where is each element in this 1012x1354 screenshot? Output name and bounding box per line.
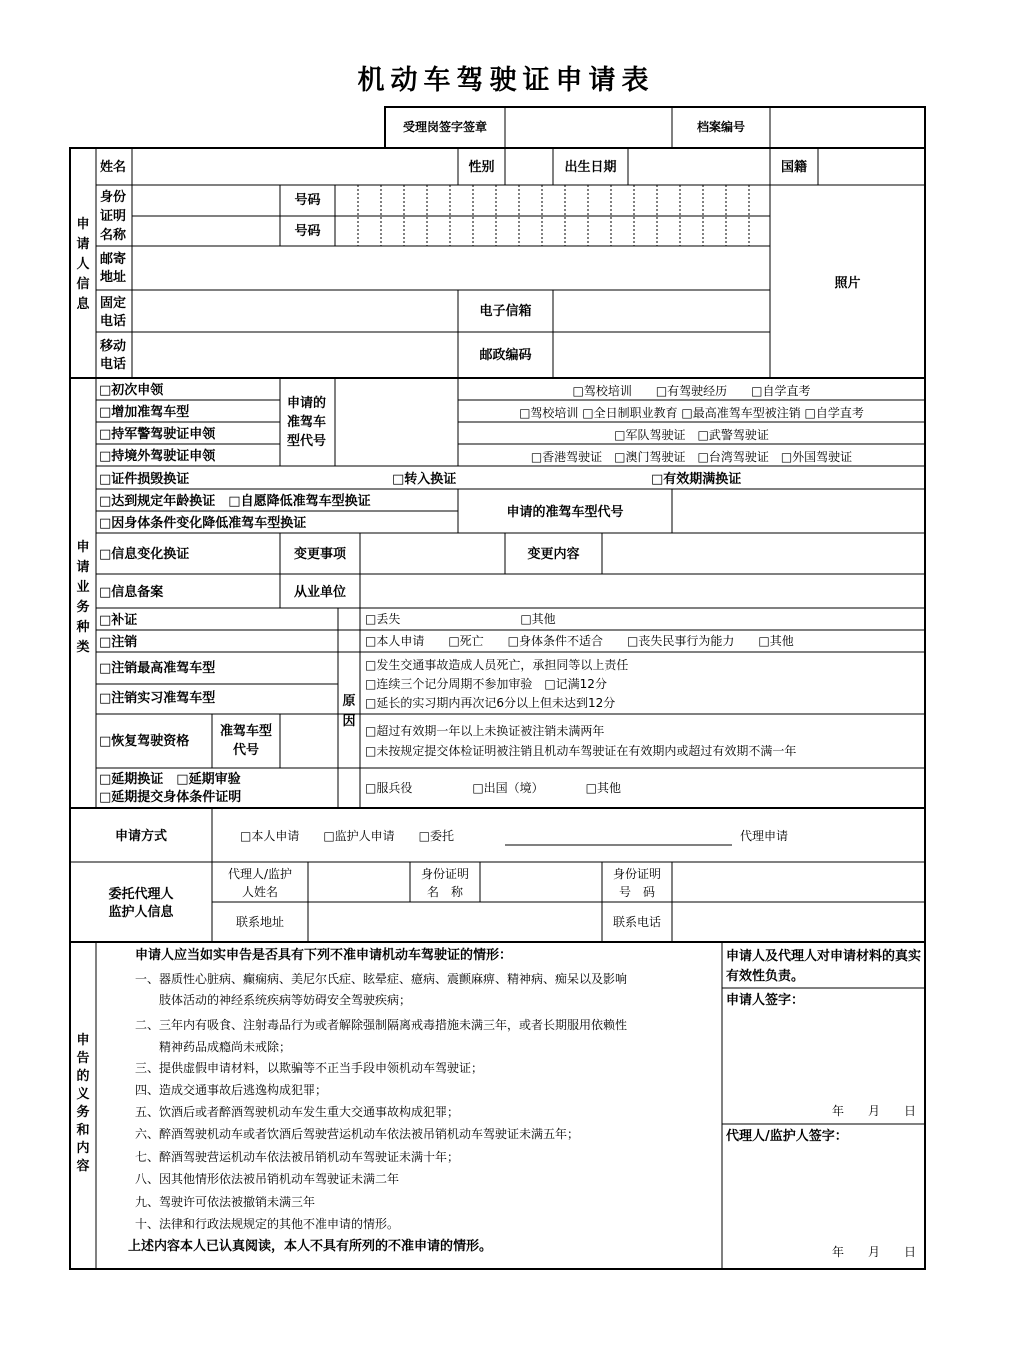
section-applicant-info: 申请人信息 <box>76 217 90 312</box>
agent-id-name-label-1: 身份证明 <box>420 867 469 881</box>
id-number-label-2: 号码 <box>294 224 321 239</box>
dob-label: 出生日期 <box>564 160 617 175</box>
agent-info-label-2: 监护人信息 <box>108 905 174 920</box>
applicant-signature-label[interactable]: 申请人签字： <box>726 993 805 1008</box>
restore-code-label-2: 代号 <box>232 743 259 758</box>
agent-phone-label: 联系电话 <box>612 915 661 929</box>
reason-label: 原因 <box>342 694 356 729</box>
foreign-options[interactable]: □香港驾驶证 □澳门驾驶证 □台湾驾驶证 □外国驾驶证 <box>530 450 853 464</box>
declaration-item-6: 六、醉酒驾驶机动车或者饮酒后驾驶营运机动车依法被吊销机动车驾驶证未满五年； <box>135 1127 580 1141</box>
vehicle-code-label-3: 型代号 <box>287 434 327 449</box>
reason-restore-1[interactable]: □超过有效期一年以上未换证被注销未满两年 <box>365 724 605 738</box>
agent-info-label-1: 委托代理人 <box>108 887 174 902</box>
opt-transfer-replace[interactable]: □转入换证 <box>392 472 457 487</box>
declaration-item-8: 八、因其他情形依法被吊销机动车驾驶证未满二年 <box>135 1172 400 1186</box>
opt-extension-2[interactable]: □延期提交身体条件证明 <box>99 790 242 805</box>
vehicle-code-label-1: 申请的 <box>287 396 327 411</box>
opt-health-replace[interactable]: □因身体条件变化降低准驾车型换证 <box>99 516 307 531</box>
training-options-2[interactable]: □驾校培训 □全日制职业教育 □最高准驾车型被注销 □自学直考 <box>519 406 864 420</box>
address-label-2: 地址 <box>100 270 127 285</box>
declaration-item-3: 三、提供虚假申请材料，以欺骗等不正当手段申领机动车驾驶证； <box>135 1061 484 1075</box>
id-type-label-1: 身份 <box>100 190 127 205</box>
opt-expiry-replace[interactable]: □有效期满换证 <box>651 472 742 487</box>
opt-cancel[interactable]: □注销 <box>99 635 138 650</box>
agent-name-label-2: 人姓名 <box>241 885 278 899</box>
opt-cancel-intern[interactable]: □注销实习准驾车型 <box>99 691 216 706</box>
method-options[interactable]: □本人申请 □监护人申请 □委托 <box>240 829 455 843</box>
opt-reissue[interactable]: □补证 <box>99 613 138 628</box>
agent-sign-date: 年 月 日 <box>832 1245 917 1259</box>
form-title: 机动车驾驶证申请表 <box>357 65 655 96</box>
section-business-type: 申请业务种类 <box>76 540 90 655</box>
email-label: 电子信箱 <box>479 304 532 319</box>
photo-area: 照片 <box>834 276 861 291</box>
reason-cancel-intern[interactable]: □延长的实习期内再次记6分以上但未达到12分 <box>365 696 616 710</box>
declaration-item-5: 五、饮酒后或者醉酒驾驶机动车发生重大交通事故构成犯罪； <box>135 1105 460 1119</box>
declaration-item-4: 四、造成交通事故后逃逸构成犯罪； <box>135 1083 328 1097</box>
agent-id-name-label-2: 名 称 <box>426 885 463 899</box>
landline-label-2: 电话 <box>100 314 127 329</box>
opt-info-change[interactable]: □信息变化换证 <box>99 547 190 562</box>
agent-id-number-label-1: 身份证明 <box>612 867 661 881</box>
declaration-confirm: 上述内容本人已认真阅读，本人不具有所列的不准申请的情形。 <box>128 1239 493 1254</box>
opt-cancel-highest[interactable]: □注销最高准驾车型 <box>99 661 216 676</box>
agent-id-number-label-2: 号 码 <box>618 885 655 899</box>
file-number-label: 档案编号 <box>696 120 745 134</box>
reason-reissue[interactable]: □丢失 □其他 <box>365 612 556 626</box>
section-declaration: 申告的义务和内容 <box>76 1033 90 1174</box>
officer-sign-label: 受理岗签字签章 <box>402 120 487 134</box>
opt-info-record[interactable]: □信息备案 <box>99 585 164 600</box>
declaration-item-1b: 肢体活动的神经系统疾病等妨碍安全驾驶疾病； <box>159 993 412 1007</box>
opt-restore[interactable]: □恢复驾驶资格 <box>99 734 190 749</box>
id-type-label-2: 证明 <box>100 209 127 224</box>
opt-extension-1[interactable]: □延期换证 □延期审验 <box>99 772 241 787</box>
declaration-item-2b: 精神药品成瘾尚未戒除； <box>159 1040 292 1054</box>
applicant-sign-date: 年 月 日 <box>832 1104 917 1118</box>
declaration-item-7: 七、醉酒驾驶营运机动车依法被吊销机动车驾驶证未满十年； <box>135 1150 460 1164</box>
reason-restore-2[interactable]: □未按规定提交体检证明被注销且机动车驾驶证在有效期内或超过有效期不满一年 <box>365 744 797 758</box>
declaration-heading: 申请人应当如实申告是否具有下列不准申请机动车驾驶证的情形： <box>135 948 513 963</box>
agent-name-label-1: 代理人/监护 <box>227 867 293 881</box>
landline-label-1: 固定 <box>100 296 127 311</box>
change-content-label: 变更内容 <box>527 547 580 562</box>
reason-extension[interactable]: □服兵役 □出国（境） □其他 <box>365 781 622 795</box>
agent-signature-label[interactable]: 代理人/监护人签字： <box>726 1129 848 1144</box>
address-label-1: 邮寄 <box>100 252 127 267</box>
opt-foreign-license[interactable]: □持境外驾驶证申领 <box>99 449 216 464</box>
agent-address-label: 联系地址 <box>235 915 284 929</box>
nationality-label: 国籍 <box>780 160 807 175</box>
application-method-label: 申请方式 <box>114 829 167 844</box>
vehicle-code-label: 申请的准驾车型代号 <box>506 505 624 520</box>
reason-cancel-high-1[interactable]: □发生交通事故造成人员死亡，承担同等以上责任 <box>365 658 629 672</box>
opt-first-application[interactable]: □初次申领 <box>99 383 164 398</box>
reason-cancel-high-2[interactable]: □连续三个记分周期不参加审验 □记满12分 <box>365 677 607 691</box>
postcode-label: 邮政编码 <box>479 348 532 363</box>
military-options[interactable]: □军队驾驶证 □武警驾驶证 <box>614 428 769 442</box>
vehicle-code-label-2: 准驾车 <box>287 415 327 430</box>
restore-code-label-1: 准驾车型 <box>219 724 272 739</box>
employer-label: 从业单位 <box>293 585 346 600</box>
gender-label: 性别 <box>468 160 495 175</box>
opt-damaged-replace[interactable]: □证件损毁换证 <box>99 472 190 487</box>
opt-add-vehicle-type[interactable]: □增加准驾车型 <box>99 405 190 420</box>
declaration-item-10: 十、法律和行政法规规定的其他不准申请的情形。 <box>135 1217 400 1231</box>
declaration-item-9: 九、驾驶许可依法被撤销未满三年 <box>135 1195 316 1209</box>
declaration-item-1a: 一、器质性心脏病、癫痫病、美尼尔氏症、眩晕症、癔病、震颤麻痹、精神病、痴呆以及影响 <box>135 972 628 986</box>
id-type-label-3: 名称 <box>100 228 127 243</box>
id-number-label-1: 号码 <box>294 193 321 208</box>
opt-age-replace[interactable]: □达到规定年龄换证 □自愿降低准驾车型换证 <box>99 494 371 509</box>
proxy-suffix: 代理申请 <box>740 829 789 843</box>
reason-cancel[interactable]: □本人申请 □死亡 □身体条件不适合 □丧失民事行为能力 □其他 <box>365 634 794 648</box>
declaration-item-2a: 二、三年内有吸食、注射毒品行为或者解除强制隔离戒毒措施未满三年，或者长期服用依赖性 <box>135 1018 628 1032</box>
change-item-label: 变更事项 <box>293 547 346 562</box>
responsibility-note: 申请人及代理人对申请材料的真实有效性负责。 <box>726 949 922 984</box>
name-label: 姓名 <box>100 160 127 175</box>
mobile-label-2: 电话 <box>100 357 127 372</box>
opt-military-license[interactable]: □持军警驾驶证申领 <box>99 427 216 442</box>
mobile-label-1: 移动 <box>100 339 127 354</box>
training-options-1[interactable]: □驾校培训 □有驾驶经历 □自学直考 <box>572 384 811 398</box>
